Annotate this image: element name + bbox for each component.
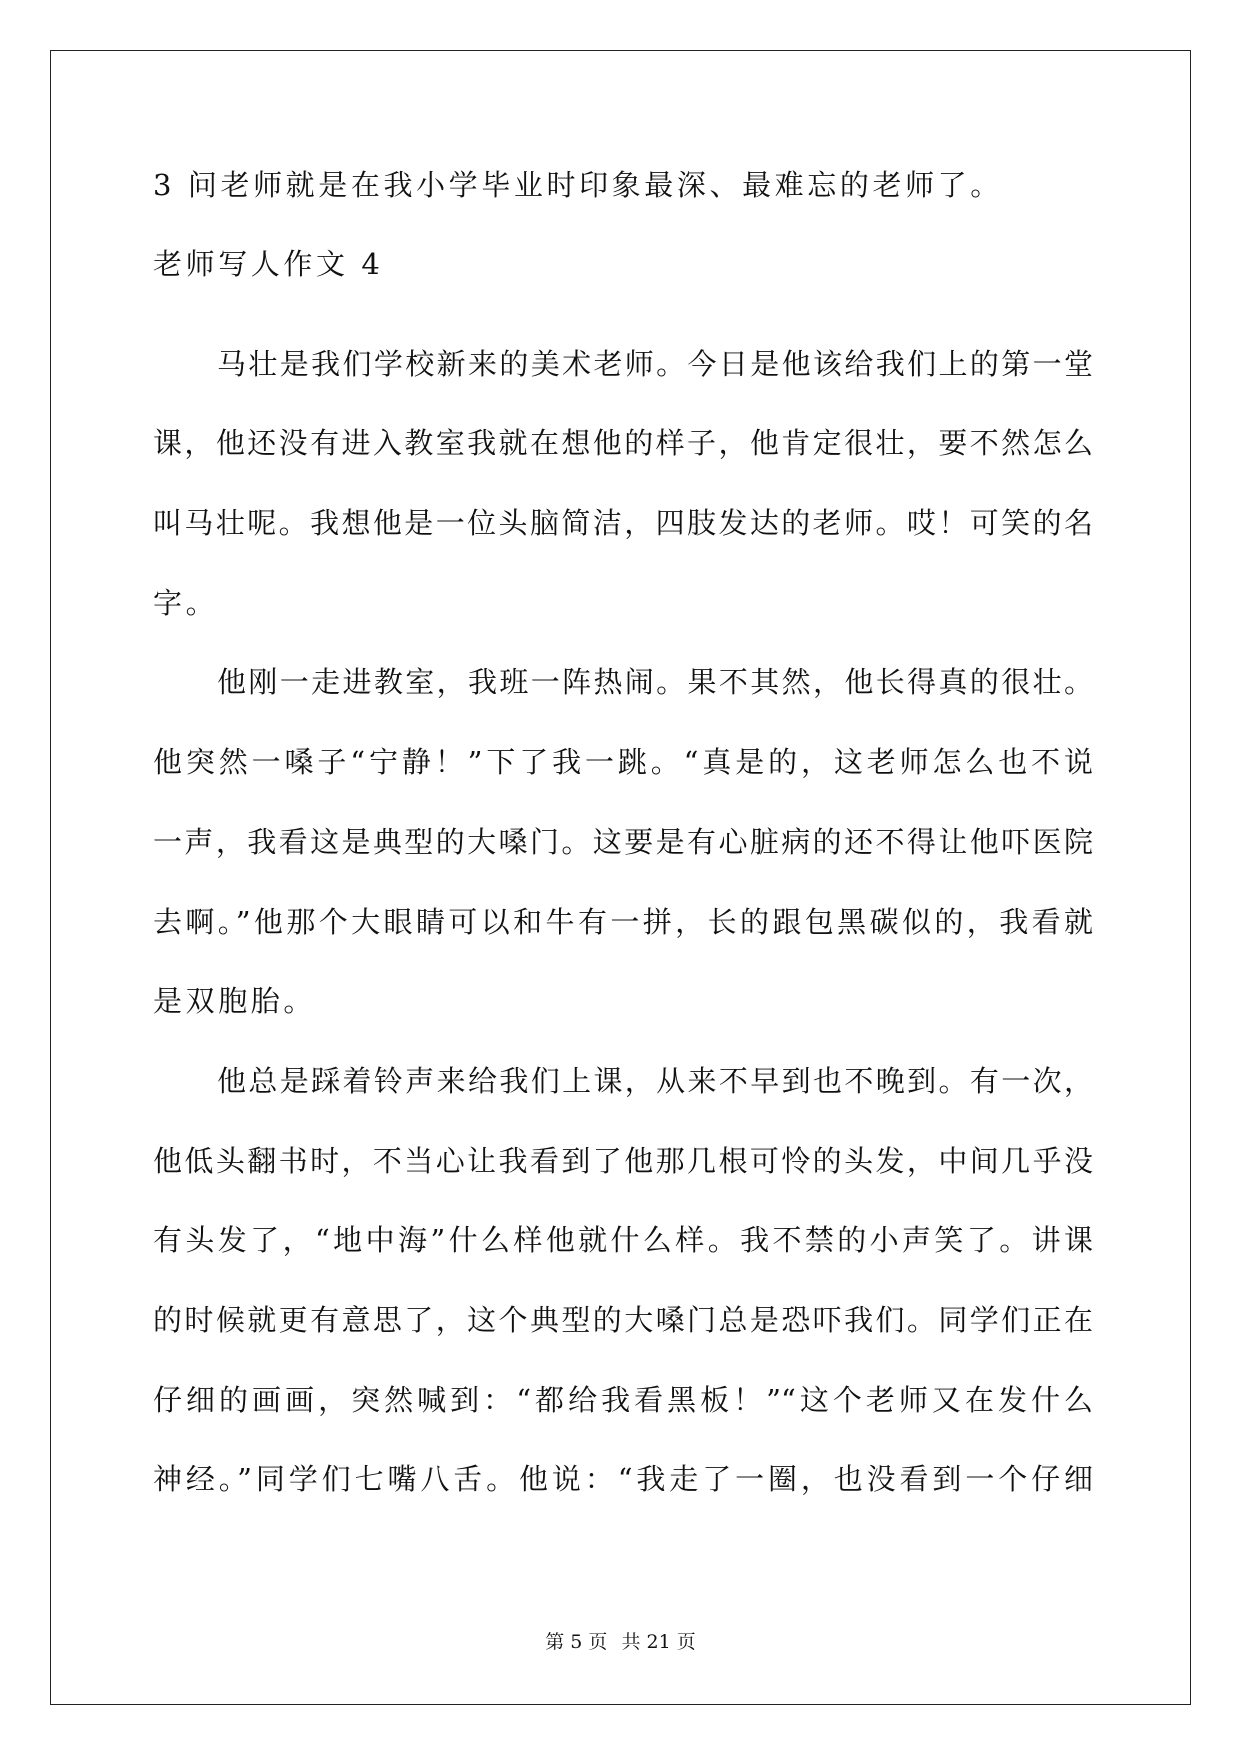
text-line: 叫马壮呢。我想他是一位头脑简洁，四肢发达的老师。哎！可笑的名 <box>153 506 1093 540</box>
text-line: 课，他还没有进入教室我就在想他的样子，他肯定很壮，要不然怎么 <box>153 426 1093 460</box>
text-line: 他突然一嗓子“宁静！”下了我一跳。“真是的，这老师怎么也不说 <box>153 745 1093 779</box>
text-line: 他低头翻书时，不当心让我看到了他那几根可怜的头发，中间几乎没 <box>153 1144 1093 1178</box>
page-total: 共 21 页 <box>621 1631 696 1653</box>
page-border <box>50 50 1191 1705</box>
text-line: 是双胞胎。 <box>153 984 317 1018</box>
text-line: 有头发了，“地中海”什么样他就什么样。我不禁的小声笑了。讲课 <box>153 1223 1093 1257</box>
page-footer <box>0 1630 1241 1654</box>
text-line: 神经。”同学们七嘴八舌。他说：“我走了一圈，也没看到一个仔细 <box>153 1462 1093 1496</box>
text-line: 他总是踩着铃声来给我们上课，从来不早到也不晚到。有一次， <box>217 1064 1093 1098</box>
text-line: 去啊。”他那个大眼睛可以和牛有一拼，长的跟包黑碳似的，我看就 <box>153 905 1093 939</box>
text-line: 字。 <box>153 586 219 620</box>
section-heading: 老师写人作文 4 <box>153 247 384 281</box>
text-line: 马壮是我们学校新来的美术老师。今日是他该给我们上的第一堂 <box>217 347 1093 381</box>
text-line: 3 问老师就是在我小学毕业时印象最深、最难忘的老师了。 <box>153 168 1003 202</box>
text-line: 他刚一走进教室，我班一阵热闹。果不其然，他长得真的很壮。 <box>217 665 1093 699</box>
text-line: 的时候就更有意思了，这个典型的大嗓门总是恐吓我们。同学们正在 <box>153 1303 1093 1337</box>
text-line: 仔细的画画，突然喊到：“都给我看黑板！”“这个老师又在发什么 <box>153 1383 1093 1417</box>
text-line: 一声，我看这是典型的大嗓门。这要是有心脏病的还不得让他吓医院 <box>153 825 1093 859</box>
page-number: 第 5 页 <box>545 1631 608 1653</box>
